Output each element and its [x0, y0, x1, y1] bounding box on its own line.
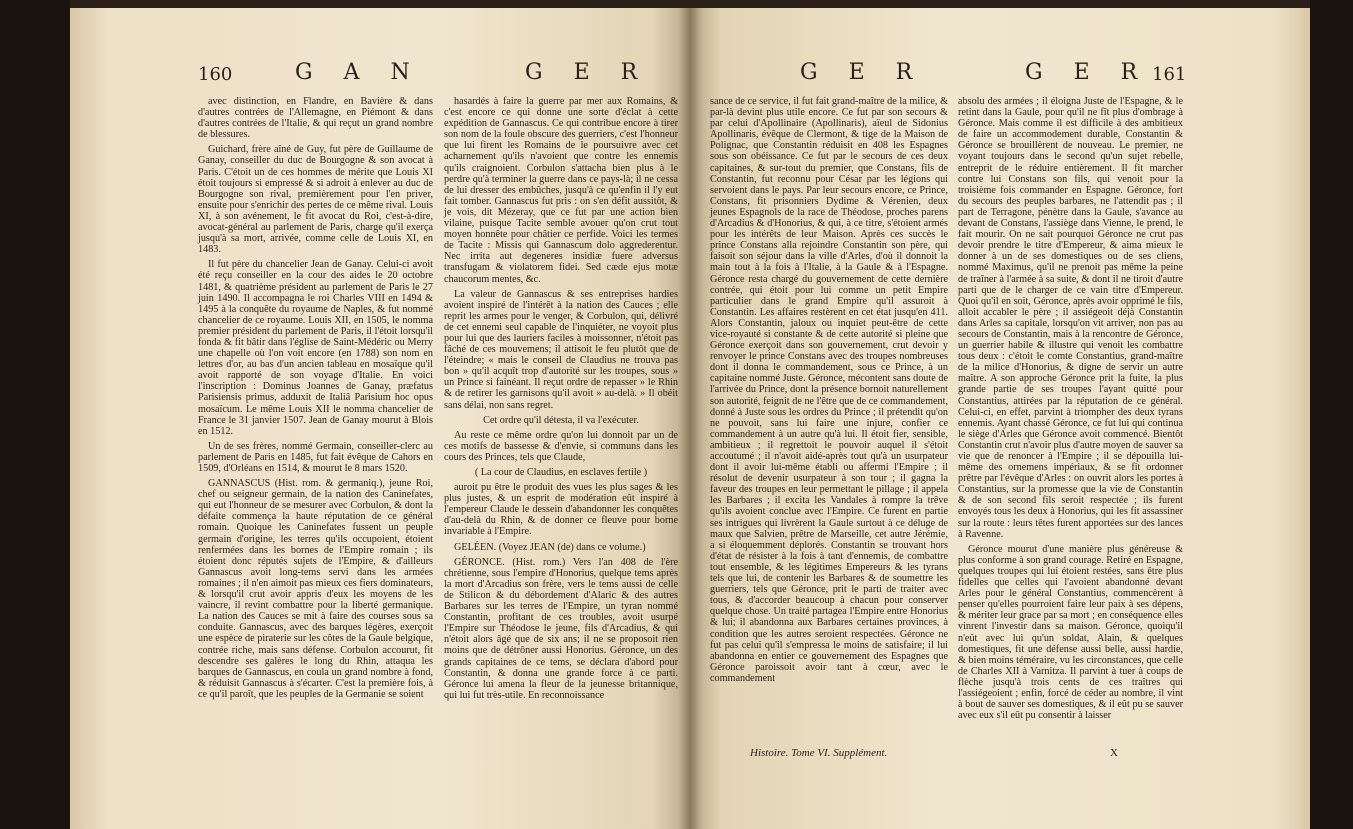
left-column-1	[198, 96, 433, 704]
paragraph: hasardés à faire la guerre par mer aux Romains, & c'est encore ce qui donne une sorte d'éclat à cette expédition de Gannascus. Ce qui contribue encore à tirer son nom de la foule obscure des guerriers, c'est l'honneur que lui firent les Romains de le poursuivre avec cet acharnement qu'ils n'avoient que contre les ennemis qu'ils craignoient. Corbulon s'attacha bien plus à le perdre qu'à terminer la guerre dans ce pays-là; il ne cessa de lui dresser des embûches, jusqu'à ce qu'enfin il l'y eut fait tomber. Gannascus fut pris : on s'en défit aussitôt, & je vois, dit Mézeray, que ce fut par une action bien vilaine, puisque Tacite semble avouer qu'on crut tout moyen honnête pour châtier ce perfide. Voici les termes de Tacite : Missis qui Gannascum dolo aggrederentur. Nec irrita aut degeneres insidiæ fuere adversus transfugam & violatorem fidei. Sed cæde ejus motæ chaucorum mentes, &c.	[444, 96, 678, 285]
paragraph: sance de ce service, il fut fait grand-maître de la milice, & par-là devint plus utile encore. Ce fut par son secours & par celui d'Apollinaire (Apollinaris), aïeul de Sidonius Apollinaris, évêque de Clermont, & tige de la Maison de Polignac, que Constantin réduisit en 408 les Espagnes sous son obéissance. Ce fut par le secours de ces deux capitaines, & sur-tout du premier, que Constans, fils de Constantin, fut reconnu pour César par les légions qui servoient dans le pays. Par leur secours encore, ce Prince, Constans, fit prisonniers Dydime & Vérenien, deux jeunes Espagnols de la race de Théodose, proches parens d'Arcadius & d'Honorius, & qui, à ce titre, s'étoient armés pour les intérêts de leur Maison. Après ces succès le prince Constans alla rejoindre Constantin son père, qui faisoit son séjour dans la ville d'Arles, d'où il donnoit la main tout à la fois à l'Italie, à la Gaule & à l'Espagne. Géronce resta chargé du gouvernement de cette dernière contrée, qui étoit pour lui comme un petit Empire particulier dans le grand Empire qu'il assuroit à Constantin. Les affaires restèrent en cet état jusqu'en 411. Alors Constantin, jaloux ou inquiet peut-être de cette vice-royauté si constante & de cette autorité si pleine que Géronce exerçoit dans son gouvernement, crut devoir y renvoyer le prince Constans avec des troupes nombreuses dont il donna le commandement, sous ce Prince, à un capitaine nommé Juste. Géronce, mécontent sans doute de l'arrivée du Prince, dont la présence bornoit naturellement son autorité, feignit de ne l'être que de ce commandement, donné à Juste sous les ordres du Prince ; il prétendit qu'on ne pouvoit, sans lui faire une injure, confier ce commandement à un autre qu'à lui. Il étoit fier, sensible, ambitieux ; il regrettoit le pouvoir auquel il s'étoit accoutumé ; il n'avoit aidé-après tout qu'à un usurpateur dont il avoir lui-même établi ou affermi l'Empire ; il résolut de devenir usurpateur à son tour ; il gagna la faveur des troupes en leur permettant le pillage ; il appela les Barbares ; il excita les Vandales à rompre la trêve qu'ils avoient conclue avec l'Empire. Ce furent en partie ses intrigues qui livrèrent la Gaule surtout à ce déluge de maux que Salvien, prêtre de Marseille, cet autre Jérémie, a si éloquemment déplorés. Constantin se trouvant hors d'état de résister à la fois à tant d'ennemis, de combattre tout ensemble, & les légitimes Empereurs & les tyrans tels que lui, de contenir les Barbares & de soumettre les guerriers, tels que Géronce, prit le parti de traiter avec tous, & d'accorder beaucoup à chacun pour conserver quelque chose. Un traité partagea l'Empire entre Honorius & lui; il abandonna aux Barbares certaines provinces, à condition que les autres seroient respectées. Géronce ne fut pas celui qu'il s'empressa le moins de satisfaire; il lui abandonna en entier ce gouvernement des Espagnes que Géronce paroissoit avoir tant à cœur, avec le commandement	[710, 96, 948, 684]
paragraph: Guichard, frère aîné de Guy, fut père de Guillaume de Ganay, conseiller du duc de Bourgogne & son avocat à Paris. C'étoit un de ces hommes de mérite que Louis XI étoit toujours si empressé & si adroit à enlever au duc de Bourgogne son rival, premièrement pour l'en priver, ensuite pour s'enrichir des pertes de ce même rival. Louis XI, à son avénement, le fit avocat du Roi, c'est-à-dire, avocat-général au parlement de Paris, charge qu'il exerça jusqu'à sa mort, arrivée, comme celle de Louis XI, en 1483.	[198, 144, 433, 256]
paragraph: avec distinction, en Flandre, en Bavière & dans d'autres contrées de l'Allemagne, en Piémont & dans d'autres contrées de l'Italie, & qui reçut un grand nombre de blessures.	[198, 96, 433, 141]
left-running-head-1: G A N	[295, 60, 422, 85]
left-page-number: 160	[198, 64, 233, 85]
right-column-1	[710, 96, 948, 688]
page-footer-signature-line: Histoire. Tome VI. Supplément.	[750, 747, 888, 759]
right-running-head-2: G E R	[1025, 60, 1150, 85]
left-running-head-2: G E R	[525, 60, 650, 85]
verse-line: Cet ordre qu'il détesta, il va l'exécuter.	[483, 414, 639, 426]
paragraph: Il fut père du chancelier Jean de Ganay. Celui-ci avoit été reçu conseiller en la cour des aides le 20 octobre 1481, & quatrième président au parlement de Paris le 27 juin 1490. Il accompagna le roi Charles VIII en 1494 & 1495 à la conquête du royaume de Naples, & fut nommé chancelier de ce royaume. Louis XII, en 1505, le nomma premier président du parlement de Paris, il l'étoit lorsqu'il fonda & fit bâtir dans l'église de Saint-Médéric ou Merry une chapelle où l'on voit encore (en 1788) son nom en lettres d'or, au bas d'un ancien tableau en mosaïque qu'il avoit rapporté de son voyage d'Italie. En voici l'inscription : Dominus Joannes de Ganay, præfatus Parisiensis primus, adduxit de Italiâ Parisium hoc opus mosaïcum. Le même Louis XII le nomma chancelier de France le 31 janvier 1507. Jean de Ganay mourut à Blois en 1512.	[198, 259, 433, 437]
right-page-number: 161	[1152, 64, 1187, 85]
paragraph: auroit pu être le produit des vues les plus sages & les plus justes, & un esprit de modération eût inspiré à l'empereur Claude le dessein d'abandonner les conquêtes d'au-delà du Rhin, & de donner ce fleuve pour borne invariable à l'Empire.	[444, 482, 678, 538]
paragraph: absolu des armées ; il éloigna Juste de l'Espagne, & le retint dans la Gaule, pour qu'il ne fît plus d'ombrage à Géronce. Mais comme il est difficile à des ambitieux de faire un accommodement durable, Constantin & Géronce se brouillèrent de nouveau. Le premier, ne voyant toujours dans le second qu'un sujet rebelle, entreprit de le réduire entièrement. Il fit marcher contre lui Constans son fils, qui venoit pour la troisième fois commander en Espagne. Géronce, fort du secours des peuples barbares, ne l'attendit pas ; il part de Terragone, pénètre dans la Gaule, s'avance au devant de Constans, l'assiège dans Vienne, le prend, le fait mourir. On ne sait pourquoi Géronce ne crut pas devoir prendre le titre d'Empereur, & aima mieux le donner à un de ses domestiques ou de ses cliens, nommé Maximus, qu'il ne prenoit pas même la peine de traîner à l'armée à sa suite, & dont il ne tiroit d'autre parti que de le charger de ce vain titre d'Empereur. Quoi qu'il en soit, Géronce, après avoir opprimé le fils, alloit accabler le père ; il assiégeoit déjà Constantin dans Arles sa capitale, lorsqu'on vit arriver, non pas au secours de Constantin, mais à la rencontre de Géronce, un guerrier habile & illustre qui venoit les combattre tous deux : c'étoit le comte Constantius, grand-maître de la milice d'Honorius, & digne de servir un autre maître. A son approche Géronce prit la fuite, la plus grande partie de ses troupes l'ayant quitté pour Constantius, attirées par la réputation de ce général. Celui-ci, en effet, parvint à triompher des deux tyrans ennemis. Ayant chassé Géronce, ce fut lui qui continua le siège d'Arles que Géronce avoit commencé. Bientôt Constantin crut n'avoir plus d'autre moyen de sauver sa vie que de renoncer à l'Empire ; il se dépouilla lui-même des ornemens impériaux, & se fit ordonner prêtre par l'évêque d'Arles : on ouvrit alors les portes à Constantius, sur la promesse que la vie de Constantin & de son second fils seroit respectée ; ils furent envoyés tous les deux à Honorius, qui les fit assassiner sur la route : leurs têtes furent apportées sur des lances à Ravenne.	[958, 96, 1183, 540]
paragraph: GANNASCUS (Hist. rom. & germaniq.), jeune Roi, chef ou seigneur germain, de la nation des Caninefates, qui eut l'honneur de se mesurer avec Corbulon, & dont la défaite commença la haute réputation de ce général romain. Quoique les Caninefates fussent un peuple germain d'origine, les terres qu'ils occupoient, étoient renfermées dans les bornes de l'Empire romain ; ils étoient donc réputés sujets de l'Empire, & d'ailleurs Gannascus avoit long-tems servi dans les armées romaines ; il n'en aimoit pas mieux ces fiers dominateurs, & lorsqu'il crut avoir appris d'eux les moyens de les vaincre, il revint combattre pour la liberté germanique. La nation des Cauces se mit à faire des courses sous sa conduite. Gannascus, avec des barques légères, exerçoit une espèce de piraterie sur les côtes de la Gaule belgique, contrée riche, mais sans défense. Corbulon accourut, fit descendre ses galères le long du Rhin, attaqua les barques de Gannascus, en coula un grand nombre à fond, & réduisit Gannascus à s'écarter. C'est la première fois, à ce qu'il paroît, que les peuples de la Germanie se soient	[198, 478, 433, 700]
paragraph: GÉRONCE. (Hist. rom.) Vers l'an 408 de l'ère chrétienne, sous l'empire d'Honorius, quelque tems après la mort d'Arcadius son frère, vers le tems aussi de celle de Stilicon & du débordement d'Alaric & des autres Barbares sur les terres de l'Empire, un tyran nommé Constantin, profitant de ces troubles, avoit usurpé l'Empire sur Théodose le jeune, fils d'Arcadius, & qui n'étoit alors âgé que de six ans; il ne se proposoit rien moins que de détrôner aussi Honorius. Géronce, un des grands capitaines de ce tems, se déclara d'abord pour Constantin, & donna une grande force à ce parti. Géronce lui amena la fleur de la jeunesse britannique, qui lui fut très-utile. En reconnoissance	[444, 556, 678, 701]
left-column-2	[444, 96, 678, 705]
paragraph: GELÉEN. (Voyez JEAN (de) dans ce volume.)	[454, 541, 646, 553]
open-book	[70, 8, 1310, 829]
left-page	[70, 8, 690, 829]
book-gutter	[678, 8, 702, 829]
right-running-head-1: G E R	[800, 60, 925, 85]
paragraph: La valeur de Gannascus & ses entreprises hardies avoient inspiré de l'intérêt à la nation des Cauces ; elle reprit les armes pour le venger, & Corbulon, qui, délivré de cet ennemi seul capable de l'inquiéter, ne voyoit plus pour lui que des lauriers faciles à moissonner, n'étoit pas fâché de ces mouvemens; il attisoit le feu plutôt que de l'éteindre; « mais le conseil de Claudius ne trouva pas bon » qu'il acquît trop d'autorité sur les troupes, sous » un Prince si fainéant. Il reçut ordre de repasser » le Rhin & de retirer les garnisons qu'il avoit » au-delà. » Il obéit sans délai, non sans regret.	[444, 288, 678, 411]
gathering-signature: X	[1110, 747, 1118, 759]
left-page-header	[70, 60, 690, 92]
right-page-header	[690, 60, 1310, 92]
right-column-2	[958, 96, 1183, 725]
verse-line: ( La cour de Claudius, en esclaves fertile )	[474, 467, 648, 478]
right-page	[690, 8, 1310, 829]
paragraph: Géronce mourut d'une manière plus généreuse & plus conforme à son grand courage. Retiré en Espagne, quelques troupes qui lui étoient restées, sans être plus fidelles que celles qui l'avoient abandonné devant Arles pour le général Constantius, commencèrent à penser qu'elles pourroient faire leur paix à ses dépens, & mériter leur grace par sa mort ; en conséquence elles vinrent l'investir dans sa maison. Géronce, quoiqu'il n'eût avec lui qu'un soldat, Alain, & quelques domestiques, fit une défense aussi belle, aussi hardie, & bien moins téméraire, vu les circonstances, que celle de Charles XII à Varnitza. Il parvint à tuer à coups de flèche jusqu'à trois cents de ces traîtres qui l'assiégeoient ; enfin, forcé de céder au nombre, il vint à bout de sauver ses domestiques, & il eût pu se sauver avec eux s'il eût pu consentir à laisser	[958, 543, 1183, 722]
paragraph: Au reste ce même ordre qu'on lui donnoit par un de ces motifs de bassesse & d'envie, si communs dans les cours des Princes, tels que Claude,	[444, 429, 678, 463]
paragraph: Un de ses frères, nommé Germain, conseiller-clerc au parlement de Paris en 1485, fut fait évêque de Cahors en 1509, d'Orléans en 1514, & mourut le 8 mars 1520.	[198, 440, 433, 474]
